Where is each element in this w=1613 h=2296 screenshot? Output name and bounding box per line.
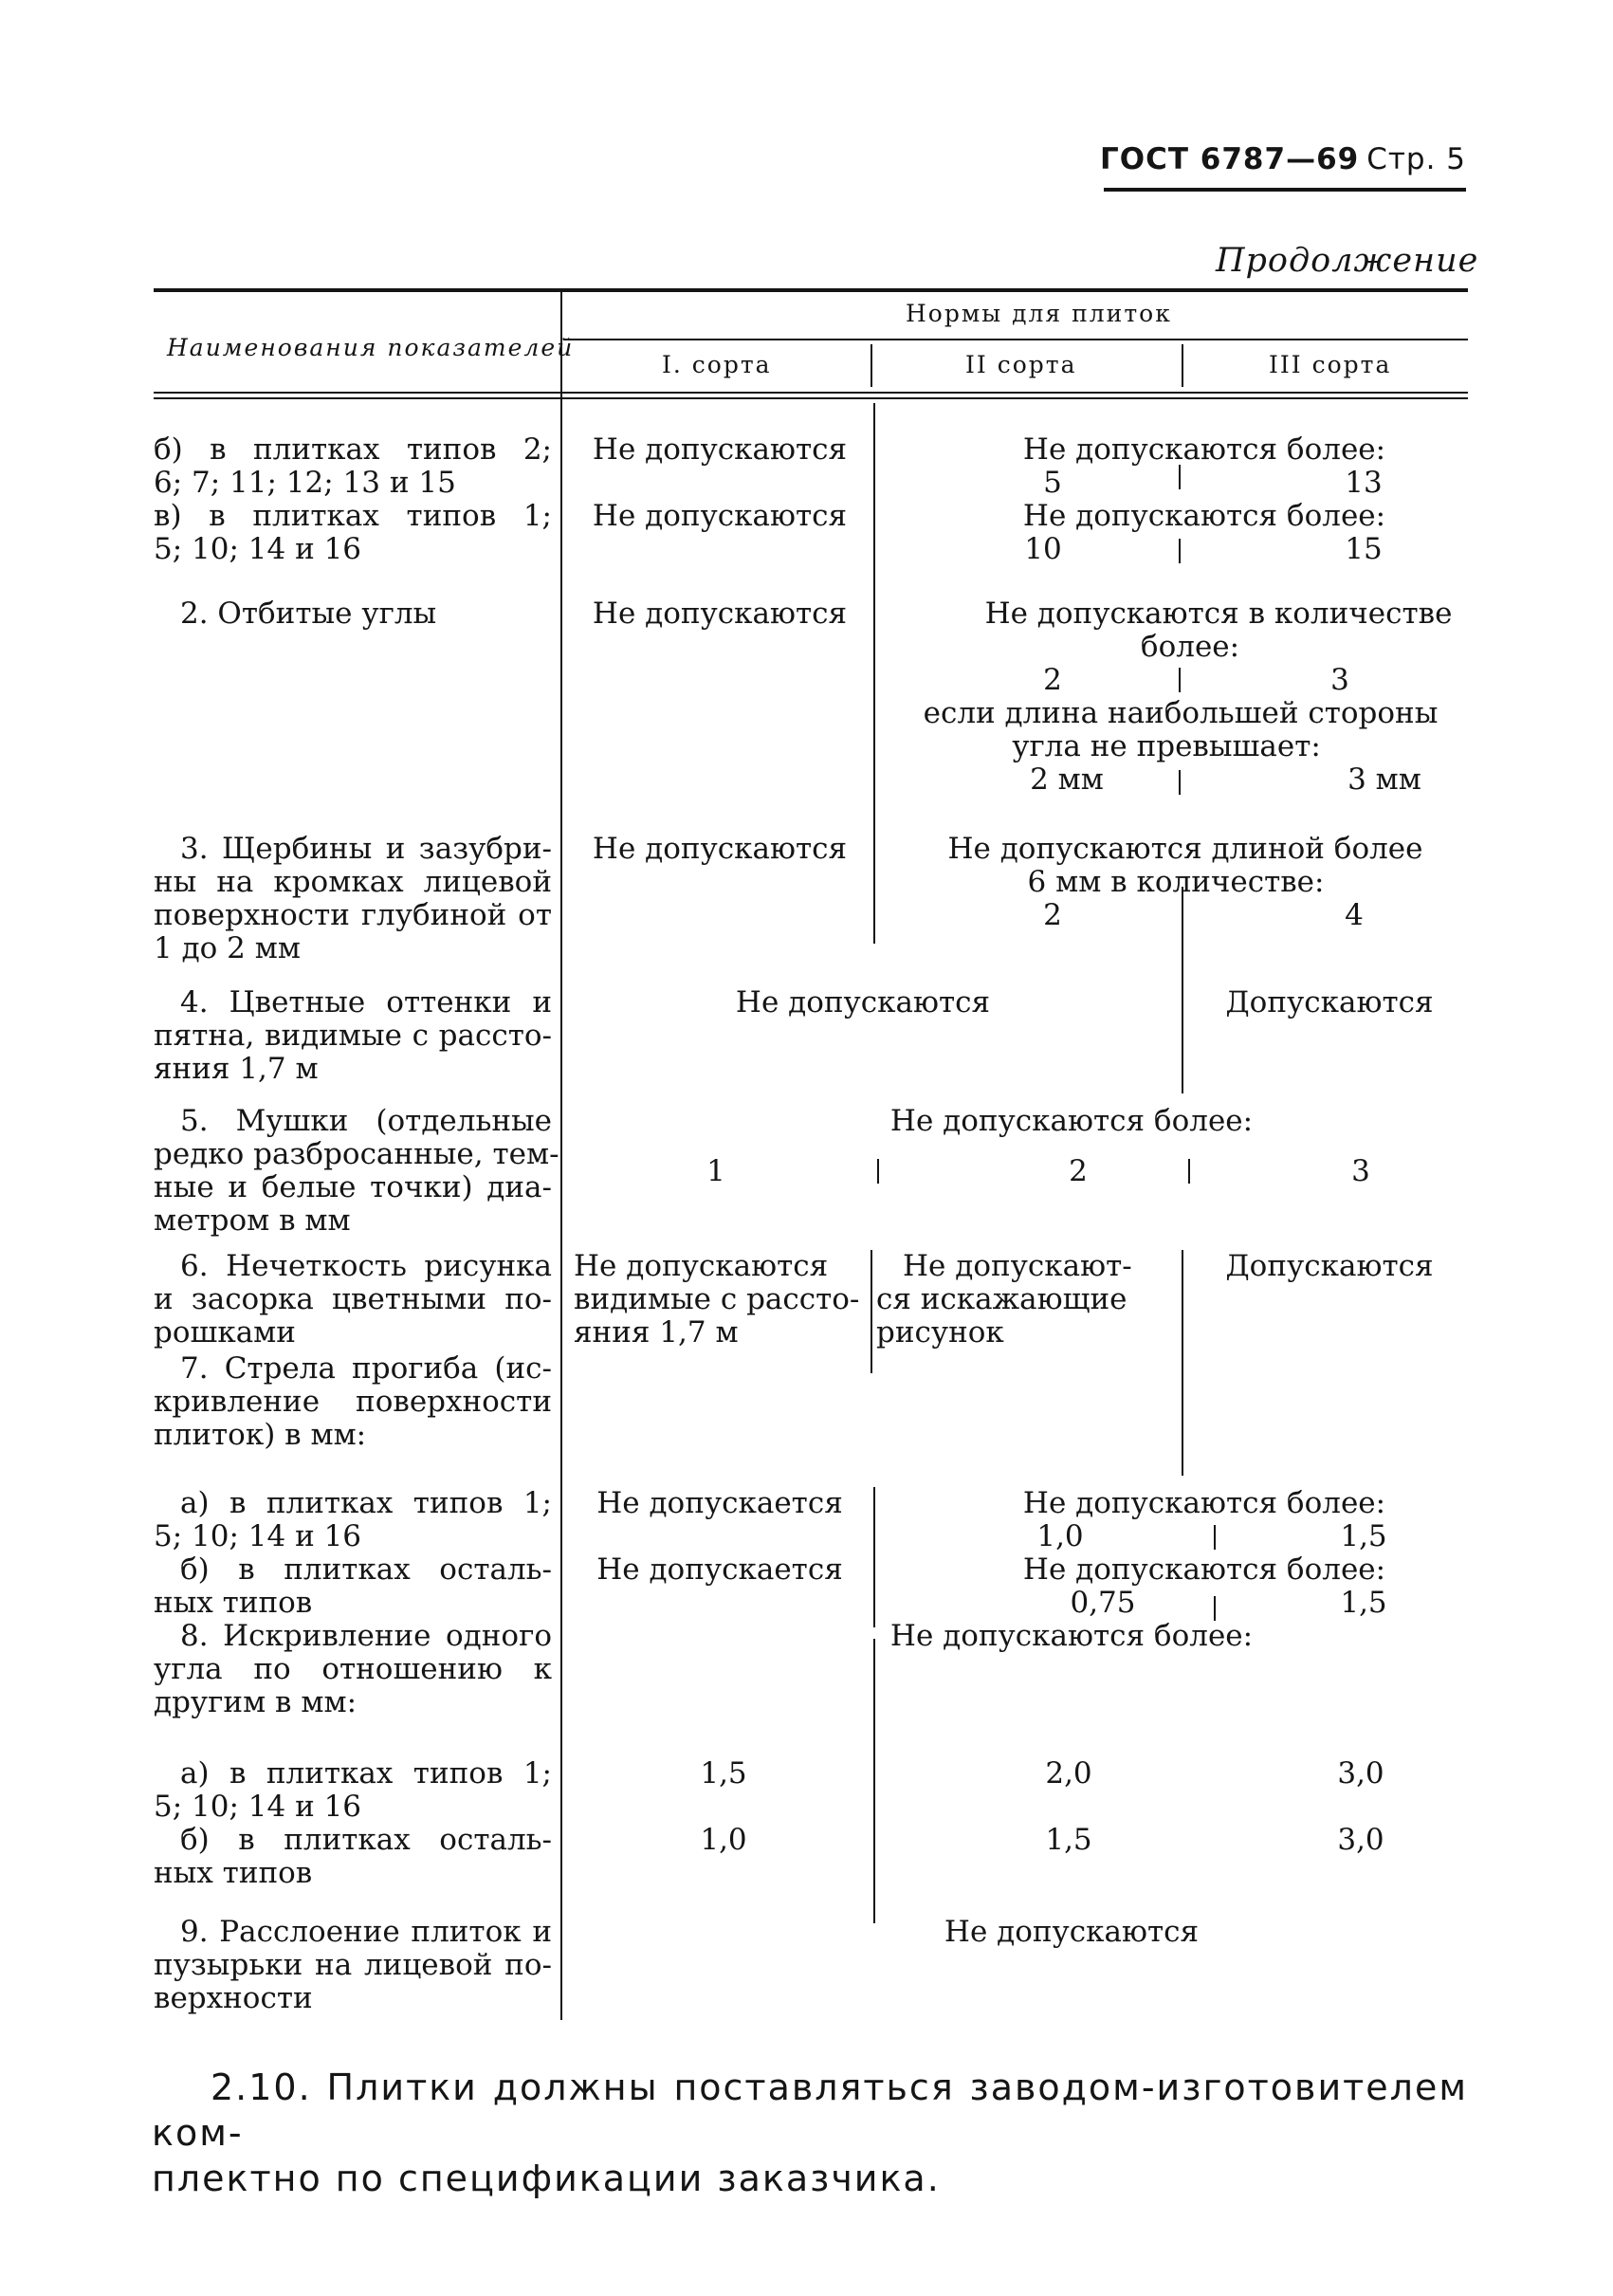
row-name-line: 5. Мушки (отдельные bbox=[180, 1104, 552, 1138]
grade1-value: Не допускается bbox=[596, 1552, 843, 1587]
row-name-line: пятна, видимые с рассто- bbox=[154, 1019, 552, 1053]
row-name-line: угла по отношению к bbox=[154, 1652, 552, 1686]
grade1-value: 1 bbox=[706, 1154, 725, 1188]
grade2-value: 1,0 bbox=[1036, 1519, 1084, 1553]
grade1-value: 1,5 bbox=[700, 1756, 747, 1791]
grade3-value: Допускаются bbox=[1225, 1249, 1434, 1283]
row-name-line: а) в плитках типов 1; bbox=[180, 1756, 552, 1791]
row-name-line: б) в плитках осталь- bbox=[180, 1552, 552, 1587]
grade3-value: 3 мм bbox=[1347, 762, 1421, 797]
grade2-value: 2,0 bbox=[1045, 1756, 1092, 1791]
grade3-value: 3 bbox=[1351, 1154, 1370, 1188]
grade2-value: 10 bbox=[1024, 532, 1062, 566]
grade3-value: 4 bbox=[1345, 898, 1364, 932]
row-name-line: 6. Нечеткость рисунка bbox=[180, 1249, 552, 1283]
row-name-line: б) в плитках осталь- bbox=[180, 1823, 552, 1857]
paragraph-line: плектно по спецификации заказчика. bbox=[152, 2158, 941, 2199]
row-name-line: редко разбросанные, тем- bbox=[154, 1137, 559, 1171]
subheader-rule bbox=[563, 339, 1468, 340]
value-separator bbox=[1214, 1525, 1216, 1550]
row-name-line: метром в мм bbox=[154, 1203, 351, 1238]
divider-g2g3-r6-r7 bbox=[1182, 1250, 1183, 1476]
row-name-line: 1 до 2 мм bbox=[154, 931, 301, 965]
column-header-grade-1: I. сорта bbox=[662, 351, 772, 378]
row-name-line: и засорка цветными по- bbox=[154, 1282, 552, 1316]
row-name-line: рошками bbox=[154, 1315, 296, 1350]
row-name-line: ные и белые точки) диа- bbox=[154, 1170, 552, 1204]
row-name-line: ны на кромках лицевой bbox=[154, 865, 552, 899]
row-name-line: ных типов bbox=[154, 1586, 313, 1620]
grade3-value: 3,0 bbox=[1337, 1823, 1384, 1857]
document-header bbox=[1100, 142, 1466, 176]
grade1-value: 1,0 bbox=[700, 1823, 747, 1857]
norm-text: 6 мм в количестве: bbox=[1027, 865, 1325, 899]
divider-g1-r8 bbox=[873, 1639, 875, 1923]
header-bottom-rule-2 bbox=[154, 397, 1468, 399]
row-name-line: в) в плитках типов 1; bbox=[154, 499, 552, 533]
row-name-line: поверхности глубиной от bbox=[154, 898, 552, 932]
grade2-value: 5 bbox=[1043, 466, 1062, 500]
row-name-line: ных типов bbox=[154, 1856, 313, 1890]
grade2-value: 0,75 bbox=[1070, 1586, 1136, 1620]
grade2-value: рисунок bbox=[876, 1315, 1004, 1350]
row-name-line: 6; 7; 11; 12; 13 и 15 bbox=[154, 466, 456, 500]
divider-g3-r3-r4 bbox=[1182, 887, 1183, 1093]
grade1-value: Не допускается bbox=[596, 1486, 843, 1520]
row-name-line: 3. Щербины и зазубри- bbox=[180, 832, 552, 866]
continuation-label: Продолжение bbox=[1216, 242, 1479, 280]
norm-text: Не допускаются более: bbox=[889, 1619, 1254, 1653]
divider-g1g2-r6 bbox=[871, 1250, 872, 1373]
grade1-value: видимые с рассто- bbox=[574, 1282, 860, 1316]
row-name-line: верхности bbox=[154, 1981, 313, 2015]
grade2-value: 2 мм bbox=[1030, 762, 1104, 797]
header-divider-g1g2 bbox=[871, 344, 872, 387]
column-header-grade-3: III сорта bbox=[1269, 351, 1392, 378]
row-name-line: а) в плитках типов 1; bbox=[180, 1486, 552, 1520]
grade3-value: 1,5 bbox=[1340, 1519, 1387, 1553]
value-separator bbox=[1179, 465, 1181, 489]
condition-text: угла не превышает: bbox=[1012, 729, 1321, 763]
row-name-line: 8. Искривление одного bbox=[180, 1619, 552, 1653]
name-column-divider bbox=[560, 292, 562, 2020]
row-name-line: 5; 10; 14 и 16 bbox=[154, 1519, 362, 1553]
header-divider-g2g3 bbox=[1182, 344, 1183, 387]
grade1-value: Не допускаются bbox=[592, 432, 848, 467]
row-name-line: плиток) в мм: bbox=[154, 1418, 367, 1452]
table-top-rule bbox=[154, 288, 1468, 292]
norm-text: Не допускаются длиной более bbox=[947, 832, 1423, 866]
grade2-value: 2 bbox=[1043, 663, 1062, 697]
row-name-line: 5; 10; 14 и 16 bbox=[154, 532, 362, 566]
grade3-value: 1,5 bbox=[1340, 1586, 1387, 1620]
header-bottom-rule bbox=[154, 392, 1468, 394]
column-header-grade-2: II сорта bbox=[965, 351, 1077, 378]
value-separator bbox=[1188, 1159, 1190, 1184]
divider-g1-r7 bbox=[873, 1487, 875, 1627]
row-name-line: 5; 10; 14 и 16 bbox=[154, 1790, 362, 1824]
condition-text: если длина наибольшей стороны bbox=[923, 696, 1439, 730]
paragraph-2-10 bbox=[152, 2065, 1468, 2201]
grade3-value: 3,0 bbox=[1337, 1756, 1384, 1791]
value-separator bbox=[877, 1159, 879, 1184]
grade1-value: яния 1,7 м bbox=[574, 1315, 739, 1350]
norm-text: Не допускаются в количестве bbox=[984, 597, 1453, 631]
value-separator bbox=[1179, 539, 1181, 563]
norm-text: Не допускаются более: bbox=[1022, 499, 1386, 533]
grade3-value: 15 bbox=[1345, 532, 1383, 566]
grade3-value: 13 bbox=[1345, 466, 1383, 500]
grades-1-2-value: Не допускаются bbox=[735, 985, 991, 1019]
row-name-line: яния 1,7 м bbox=[154, 1052, 319, 1086]
value-separator bbox=[1214, 1596, 1216, 1621]
divider-g1-norms bbox=[873, 403, 875, 944]
grade1-value: Не допускаются bbox=[592, 499, 848, 533]
grade2-value: ся искажающие bbox=[876, 1282, 1127, 1316]
norm-text: более: bbox=[1140, 630, 1240, 664]
standard-number: ГОСТ 6787—69 bbox=[1100, 142, 1360, 176]
row-name-line: 2. Отбитые углы bbox=[180, 597, 437, 631]
row-name-line: 7. Стрела прогиба (ис- bbox=[180, 1351, 552, 1386]
grade2-value: 2 bbox=[1069, 1154, 1088, 1188]
row-name-line: б) в плитках типов 2; bbox=[154, 432, 552, 467]
grade2-value: 2 bbox=[1043, 898, 1062, 932]
row-name-line: пузырьки на лицевой по- bbox=[154, 1948, 552, 1982]
page-number: Стр. 5 bbox=[1366, 142, 1467, 176]
column-header-name: Наименования показателей bbox=[167, 334, 575, 361]
value-separator bbox=[1179, 668, 1181, 692]
value-separator bbox=[1179, 770, 1181, 795]
row-name-line: 9. Расслоение плиток и bbox=[180, 1915, 552, 1949]
norm-text: Не допускаются более: bbox=[1022, 1552, 1386, 1587]
row-name-line: кривление поверхности bbox=[154, 1385, 552, 1419]
grade2-value: Не допускают- bbox=[903, 1249, 1132, 1283]
norm-text: Не допускаются более: bbox=[1022, 432, 1386, 467]
paragraph-line: 2.10. Плитки должны поставляться заводом-изготовителем ком- bbox=[152, 2066, 1468, 2154]
grade1-value: Не допускаются bbox=[592, 597, 848, 631]
norm-text: Не допускаются bbox=[944, 1915, 1200, 1949]
norm-text: Не допускаются более: bbox=[889, 1104, 1254, 1138]
row-name-line: 4. Цветные оттенки и bbox=[180, 985, 552, 1019]
grade1-value: Не допускаются bbox=[592, 832, 848, 866]
column-header-norms: Нормы для плиток bbox=[906, 300, 1172, 327]
grade3-value: 3 bbox=[1330, 663, 1349, 697]
grade2-value: 1,5 bbox=[1045, 1823, 1092, 1857]
grade1-value: Не допускаются bbox=[574, 1249, 829, 1283]
row-name-line: другим в мм: bbox=[154, 1685, 357, 1719]
grade3-value: Допускаются bbox=[1225, 985, 1434, 1019]
header-rule bbox=[1104, 188, 1466, 192]
norm-text: Не допускаются более: bbox=[1022, 1486, 1386, 1520]
